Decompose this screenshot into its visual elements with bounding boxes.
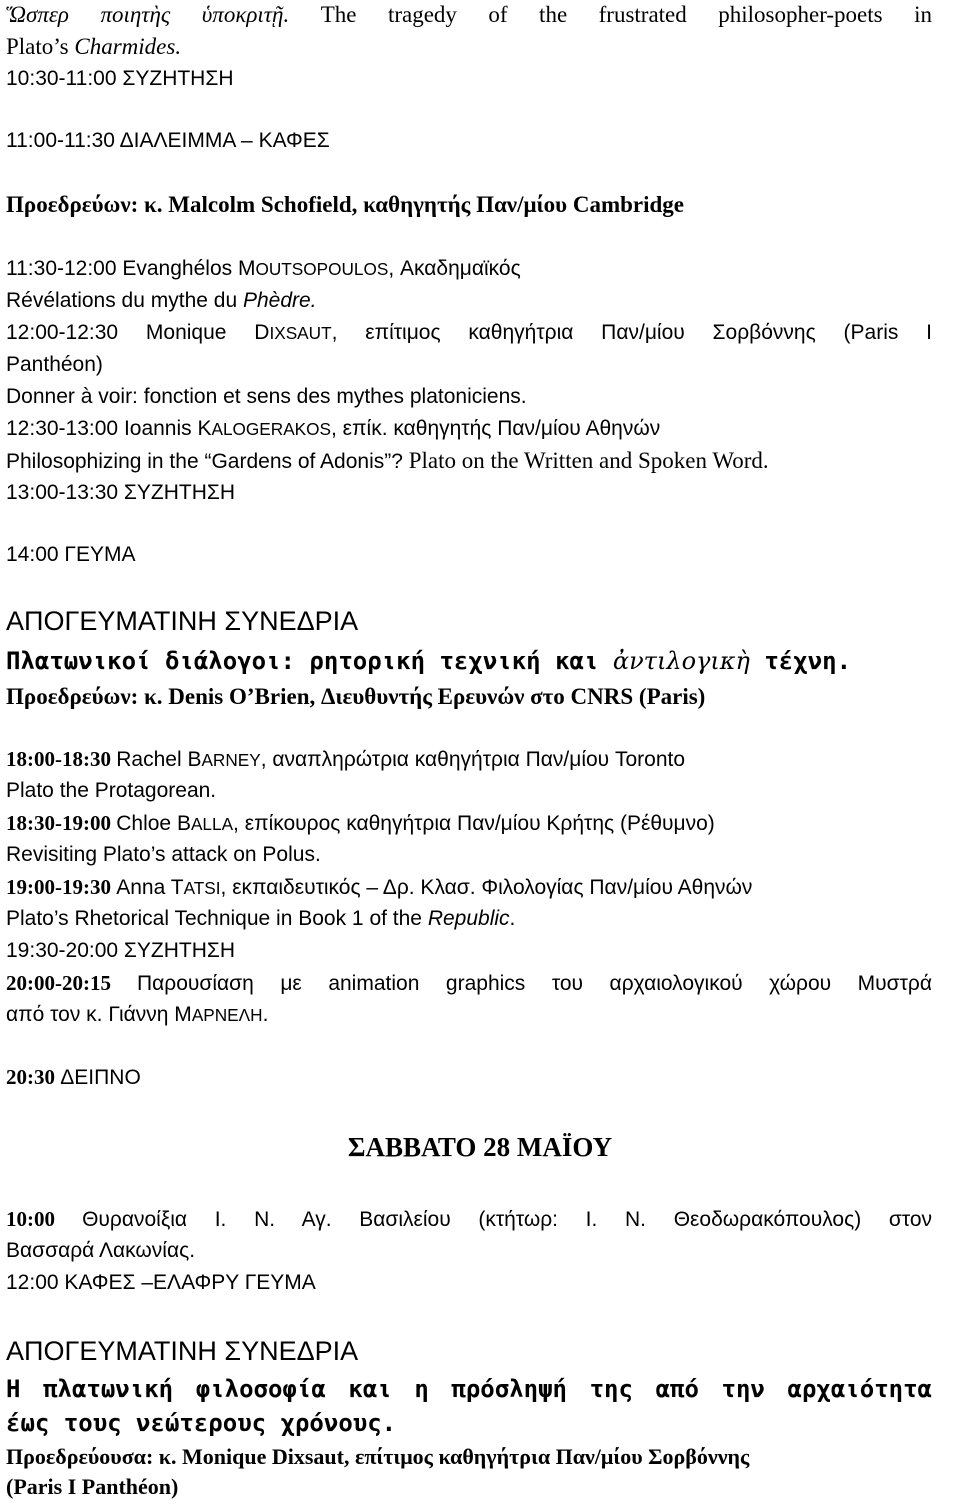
speaker-surname: ALLA: [190, 814, 234, 834]
session-entry: [6, 254, 932, 284]
title-text: Plato’s: [6, 34, 75, 59]
afternoon-session-heading: ΑΠΟΓΕΥΜΑΤΙΝΗ ΣΥΝΕΔΡΙΑ: [6, 1336, 359, 1366]
speaker-affiliation: , Ακαδημαϊκός: [388, 257, 521, 280]
time-slot: 10:00: [6, 1207, 83, 1231]
speaker-surname: ARNEY: [201, 750, 261, 770]
work-title: Republic: [427, 907, 510, 930]
speaker-name: Anna T: [116, 876, 184, 899]
greek-term: ἀντιλογικὴ: [612, 647, 750, 675]
time-slot: 12:00-12:30: [6, 321, 146, 344]
presentation-description: Παρουσίαση με animation graphics του αρχαιολογικού χώρου Μυστρά: [136, 972, 932, 995]
chair-line: Προεδρεύουσα: κ. Monique Dixsaut, επίτιμος καθηγήτρια Παν/μίου Σορβόννης: [6, 1444, 750, 1469]
talk-title: [6, 904, 932, 934]
speaker-name: Rachel B: [116, 748, 202, 771]
day-heading: ΣΑΒΒΑΤΟ 28 ΜΑΪΟΥ: [347, 1132, 613, 1162]
speaker-surname: OUTSOPOULOS: [255, 259, 389, 279]
talk-title: [6, 446, 932, 477]
session-entry: [6, 872, 932, 903]
discussion-session: 13:00-13:30 ΣΥΖΗΤΗΣΗ: [6, 481, 236, 504]
coffee-break: 11:00-11:30 ΔΙΑΛΕΙΜΜΑ – ΚΑΦΕΣ: [6, 129, 330, 152]
time-slot: 19:00-19:30: [6, 875, 117, 899]
session-entry: [6, 968, 932, 999]
talk-title: Donner à voir: fonction et sens des mythes platoniciens.: [6, 385, 527, 408]
speaker-name: Ioannis K: [123, 417, 212, 440]
discussion-session: 19:30-20:00 ΣΥΖΗΤΗΣΗ: [6, 939, 236, 962]
session-theme: [6, 646, 932, 676]
paper-title-line-2: [6, 32, 932, 62]
title-text: Plato’s Rhetorical Technique in Book 1 of the: [6, 907, 428, 930]
coffee-lunch: 12:00 ΚΑΦΕΣ –ΕΛΑΦΡΥ ΓΕΥΜΑ: [6, 1271, 316, 1294]
speaker-title: , επίκ.: [331, 417, 394, 440]
time-slot: 11:30-12:00: [6, 257, 123, 280]
speaker-surname: ATSI: [183, 878, 221, 898]
speaker-name: Evanghélos M: [122, 257, 256, 280]
speaker-surname: ALOGERAKOS: [211, 419, 332, 439]
title-text: Plato on the Written and Spoken Word.: [408, 448, 769, 473]
talk-title: [6, 286, 932, 316]
affiliation-continued: Panthéon): [6, 353, 103, 376]
chair-line: Προεδρεύων: κ. Denis O’Brien, Διευθυντής Ερευνών στο CNRS (Paris): [6, 684, 706, 709]
time-slot: 12:30-13:00: [6, 417, 124, 440]
speaker-affiliation: , εκπαιδευτικός – Δρ. Κλασ. Φιλολογίας Παν/μίου Αθηνών: [220, 876, 753, 899]
title-text: .: [509, 907, 516, 930]
session-label: ΔΕΙΠΝΟ: [60, 1066, 141, 1089]
time-slot: 20:30: [6, 1065, 61, 1089]
session-theme: Η πλατωνική φιλοσοφία και η πρόσληψή της από την αρχαιότητα: [6, 1375, 932, 1403]
title-text: The tragedy of the frustrated philosopher-poets in: [289, 2, 932, 27]
talk-title: Plato the Protagorean.: [6, 779, 217, 802]
speaker-affiliation: , αναπληρώτρια καθηγήτρια Παν/μίου Toronto: [260, 748, 686, 771]
talk-title: Revisiting Plato’s attack on Polus.: [6, 843, 321, 866]
afternoon-session-heading: ΑΠΟΓΕΥΜΑΤΙΝΗ ΣΥΝΕΔΡΙΑ: [6, 606, 359, 636]
time-slot: 18:00-18:30: [6, 747, 117, 771]
event-description: Θυρανοίξια Ι. Ν. Αγ. Βασιλείου (κτήτωρ: Ι. Ν. Θεοδωρακόπουλος) στον: [82, 1208, 933, 1231]
work-title: Charmides.: [74, 34, 182, 59]
time-slot: 18:30-19:00: [6, 811, 117, 835]
speaker-affiliation: , επίκουρος καθηγήτρια Παν/μίου Κρήτης (Ρέθυμνο): [233, 812, 715, 835]
presenter-surname: ΑΡΝΕΛΗ: [191, 1005, 263, 1025]
dinner-session: [6, 1062, 932, 1093]
chair-line: Προεδρεύων: κ. Malcolm Schofield, καθηγητής Παν/μίου Cambridge: [6, 192, 684, 217]
lunch-session: 14:00 ΓΕΥΜΑ: [6, 543, 136, 566]
session-entry: [6, 744, 932, 775]
event-location: Βασσαρά Λακωνίας.: [6, 1239, 196, 1262]
theme-text: τέχνη.: [749, 647, 852, 675]
presenter-name: .: [262, 1003, 269, 1026]
speaker-name: Chloe B: [116, 812, 191, 835]
paper-title-line-1: [6, 0, 932, 30]
title-text: Philosophizing in the “Gardens of Adonis”?: [6, 450, 409, 473]
greek-title: Ὥσπερ ποιητὴς ὑποκριτῇ.: [6, 2, 290, 27]
speaker-affiliation: , επίτιμος καθηγήτρια Παν/μίου Σορβόννης (Paris I: [331, 321, 932, 344]
speaker-surname: IXSAUT: [269, 323, 332, 343]
session-entry: [6, 808, 932, 839]
presentation-presenter: [6, 1000, 932, 1030]
speaker-name: Monique D: [145, 321, 270, 344]
presenter-name: από τον κ. Γιάννη M: [6, 1003, 192, 1026]
session-entry: [6, 318, 932, 348]
session-theme: έως τους νεώτερους χρόνους.: [6, 1409, 397, 1437]
time-slot: 20:00-20:15: [6, 971, 137, 995]
session-entry: [6, 414, 932, 444]
work-title: Phèdre.: [242, 289, 317, 312]
theme-text: Πλατωνικοί διάλογοι: ρητορική τεχνική και: [6, 647, 613, 675]
speaker-affiliation: καθηγητής Παν/μίου Αθηνών: [393, 417, 661, 440]
chair-affiliation: (Paris I Panthéon): [6, 1474, 179, 1499]
title-text: Révélations du mythe du: [6, 289, 243, 312]
discussion-session: 10:30-11:00 ΣΥΖΗΤΗΣΗ: [6, 67, 234, 90]
session-entry: [6, 1204, 932, 1235]
